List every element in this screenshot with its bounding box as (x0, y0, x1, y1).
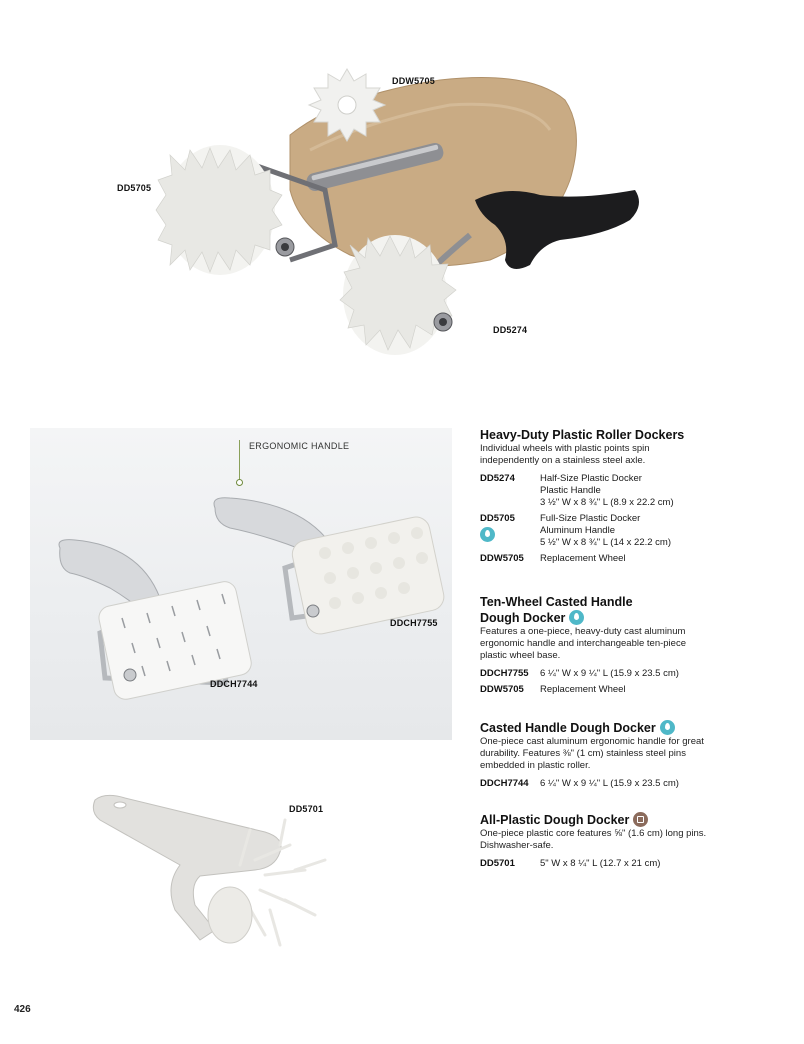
water-drop-icon (480, 527, 495, 542)
section-description: One-piece cast aluminum ergonomic handle for great durability. Features ⅜" (1 cm) stainless steel pins embedded in plastic roller. (480, 736, 704, 771)
section-title (480, 812, 780, 828)
section-description: One-piece plastic core features ⅝" (1.6 cm) long pins. Dishwasher-safe. (480, 828, 707, 851)
section-title (480, 720, 780, 736)
spec-line: 6 ¼" W x 9 ¼" L (15.9 x 23.5 cm) (540, 668, 679, 679)
product-sku: DDCH7744 (480, 778, 529, 789)
casted-dockers-graphic (30, 428, 452, 740)
spec-line: Replacement Wheel (540, 553, 626, 564)
section-title-line2 (480, 610, 780, 626)
page-number: 426 (14, 1004, 31, 1015)
product-spec (540, 473, 674, 509)
spec-line: Half-Size Plastic Docker (540, 473, 642, 484)
product-sku: DDW5705 (480, 553, 524, 564)
callout-ergonomic-handle: ERGONOMIC HANDLE (249, 441, 350, 451)
section-ten-wheel-casted-docker (480, 594, 780, 696)
water-drop-icon (569, 610, 584, 625)
product-spec (540, 668, 679, 680)
ergonomic-handle-leader-dot (236, 479, 243, 486)
section-title: Heavy-Duty Plastic Roller Dockers (480, 428, 685, 442)
product-row (480, 513, 780, 549)
water-drop-icon (660, 720, 675, 735)
section-all-plastic-docker (480, 812, 780, 870)
callout-ddch7744: DDCH7744 (210, 679, 258, 689)
callout-ddch7755: DDCH7755 (390, 618, 438, 628)
all-plastic-docker-photo (80, 790, 420, 970)
product-sku: DDW5705 (480, 684, 524, 695)
callout-dd5701: DD5701 (289, 804, 324, 814)
product-row (480, 668, 780, 680)
casted-dockers-photo (30, 428, 452, 740)
spec-line: 5 ½" W x 8 ¾" L (14 x 22.2 cm) (540, 537, 671, 548)
product-spec (540, 513, 671, 549)
spec-line: 5" W x 8 ¼" L (12.7 x 21 cm) (540, 858, 661, 869)
product-sku: DD5274 (480, 473, 515, 484)
spec-line: Plastic Handle (540, 485, 601, 496)
callout-ddw5705: DDW5705 (392, 76, 435, 86)
section-title-line1: Ten-Wheel Casted Handle (480, 595, 633, 609)
product-spec (540, 684, 626, 696)
section-title-text: Casted Handle Dough Docker (480, 721, 656, 735)
section-description: Individual wheels with plastic points spin independently on a stainless steel axle. (480, 443, 650, 466)
product-sku: DDCH7755 (480, 668, 529, 679)
full-size-roller-graphic (156, 145, 294, 275)
product-row (480, 473, 780, 509)
plastic-handle-graphic (93, 795, 281, 940)
section-casted-handle-docker (480, 720, 780, 790)
section-description: Features a one-piece, heavy-duty cast aluminum ergonomic handle and interchangeable ten-piece plastic wheel base. (480, 626, 686, 661)
product-sku: DD5701 (480, 858, 515, 869)
product-spec (540, 778, 679, 790)
product-spec (540, 553, 626, 565)
dishwasher-icon (633, 812, 648, 827)
callout-dd5274: DD5274 (493, 325, 528, 335)
product-row (480, 553, 780, 565)
spec-line: 3 ½" W x 8 ¾" L (8.9 x 22.2 cm) (540, 497, 674, 508)
spec-line: Full-Size Plastic Docker (540, 513, 641, 524)
product-row (480, 684, 780, 696)
spec-line: Replacement Wheel (540, 684, 626, 695)
roller-dockers-photo (110, 60, 670, 380)
spec-line: 6 ¼" W x 9 ¼" L (15.9 x 23.5 cm) (540, 778, 679, 789)
product-sku (480, 513, 540, 549)
product-row (480, 778, 780, 790)
black-handle (475, 190, 639, 269)
section-heavy-duty-roller-dockers (480, 427, 780, 565)
section-title-text: All-Plastic Dough Docker (480, 813, 630, 827)
callout-dd5705: DD5705 (117, 183, 152, 193)
product-row (480, 858, 780, 870)
section-title-text: Dough Docker (480, 611, 566, 625)
product-spec (540, 858, 660, 870)
ergonomic-handle-leader-line (239, 440, 240, 480)
spec-line: Aluminum Handle (540, 525, 615, 536)
product-sku-text: DD5705 (480, 513, 515, 524)
